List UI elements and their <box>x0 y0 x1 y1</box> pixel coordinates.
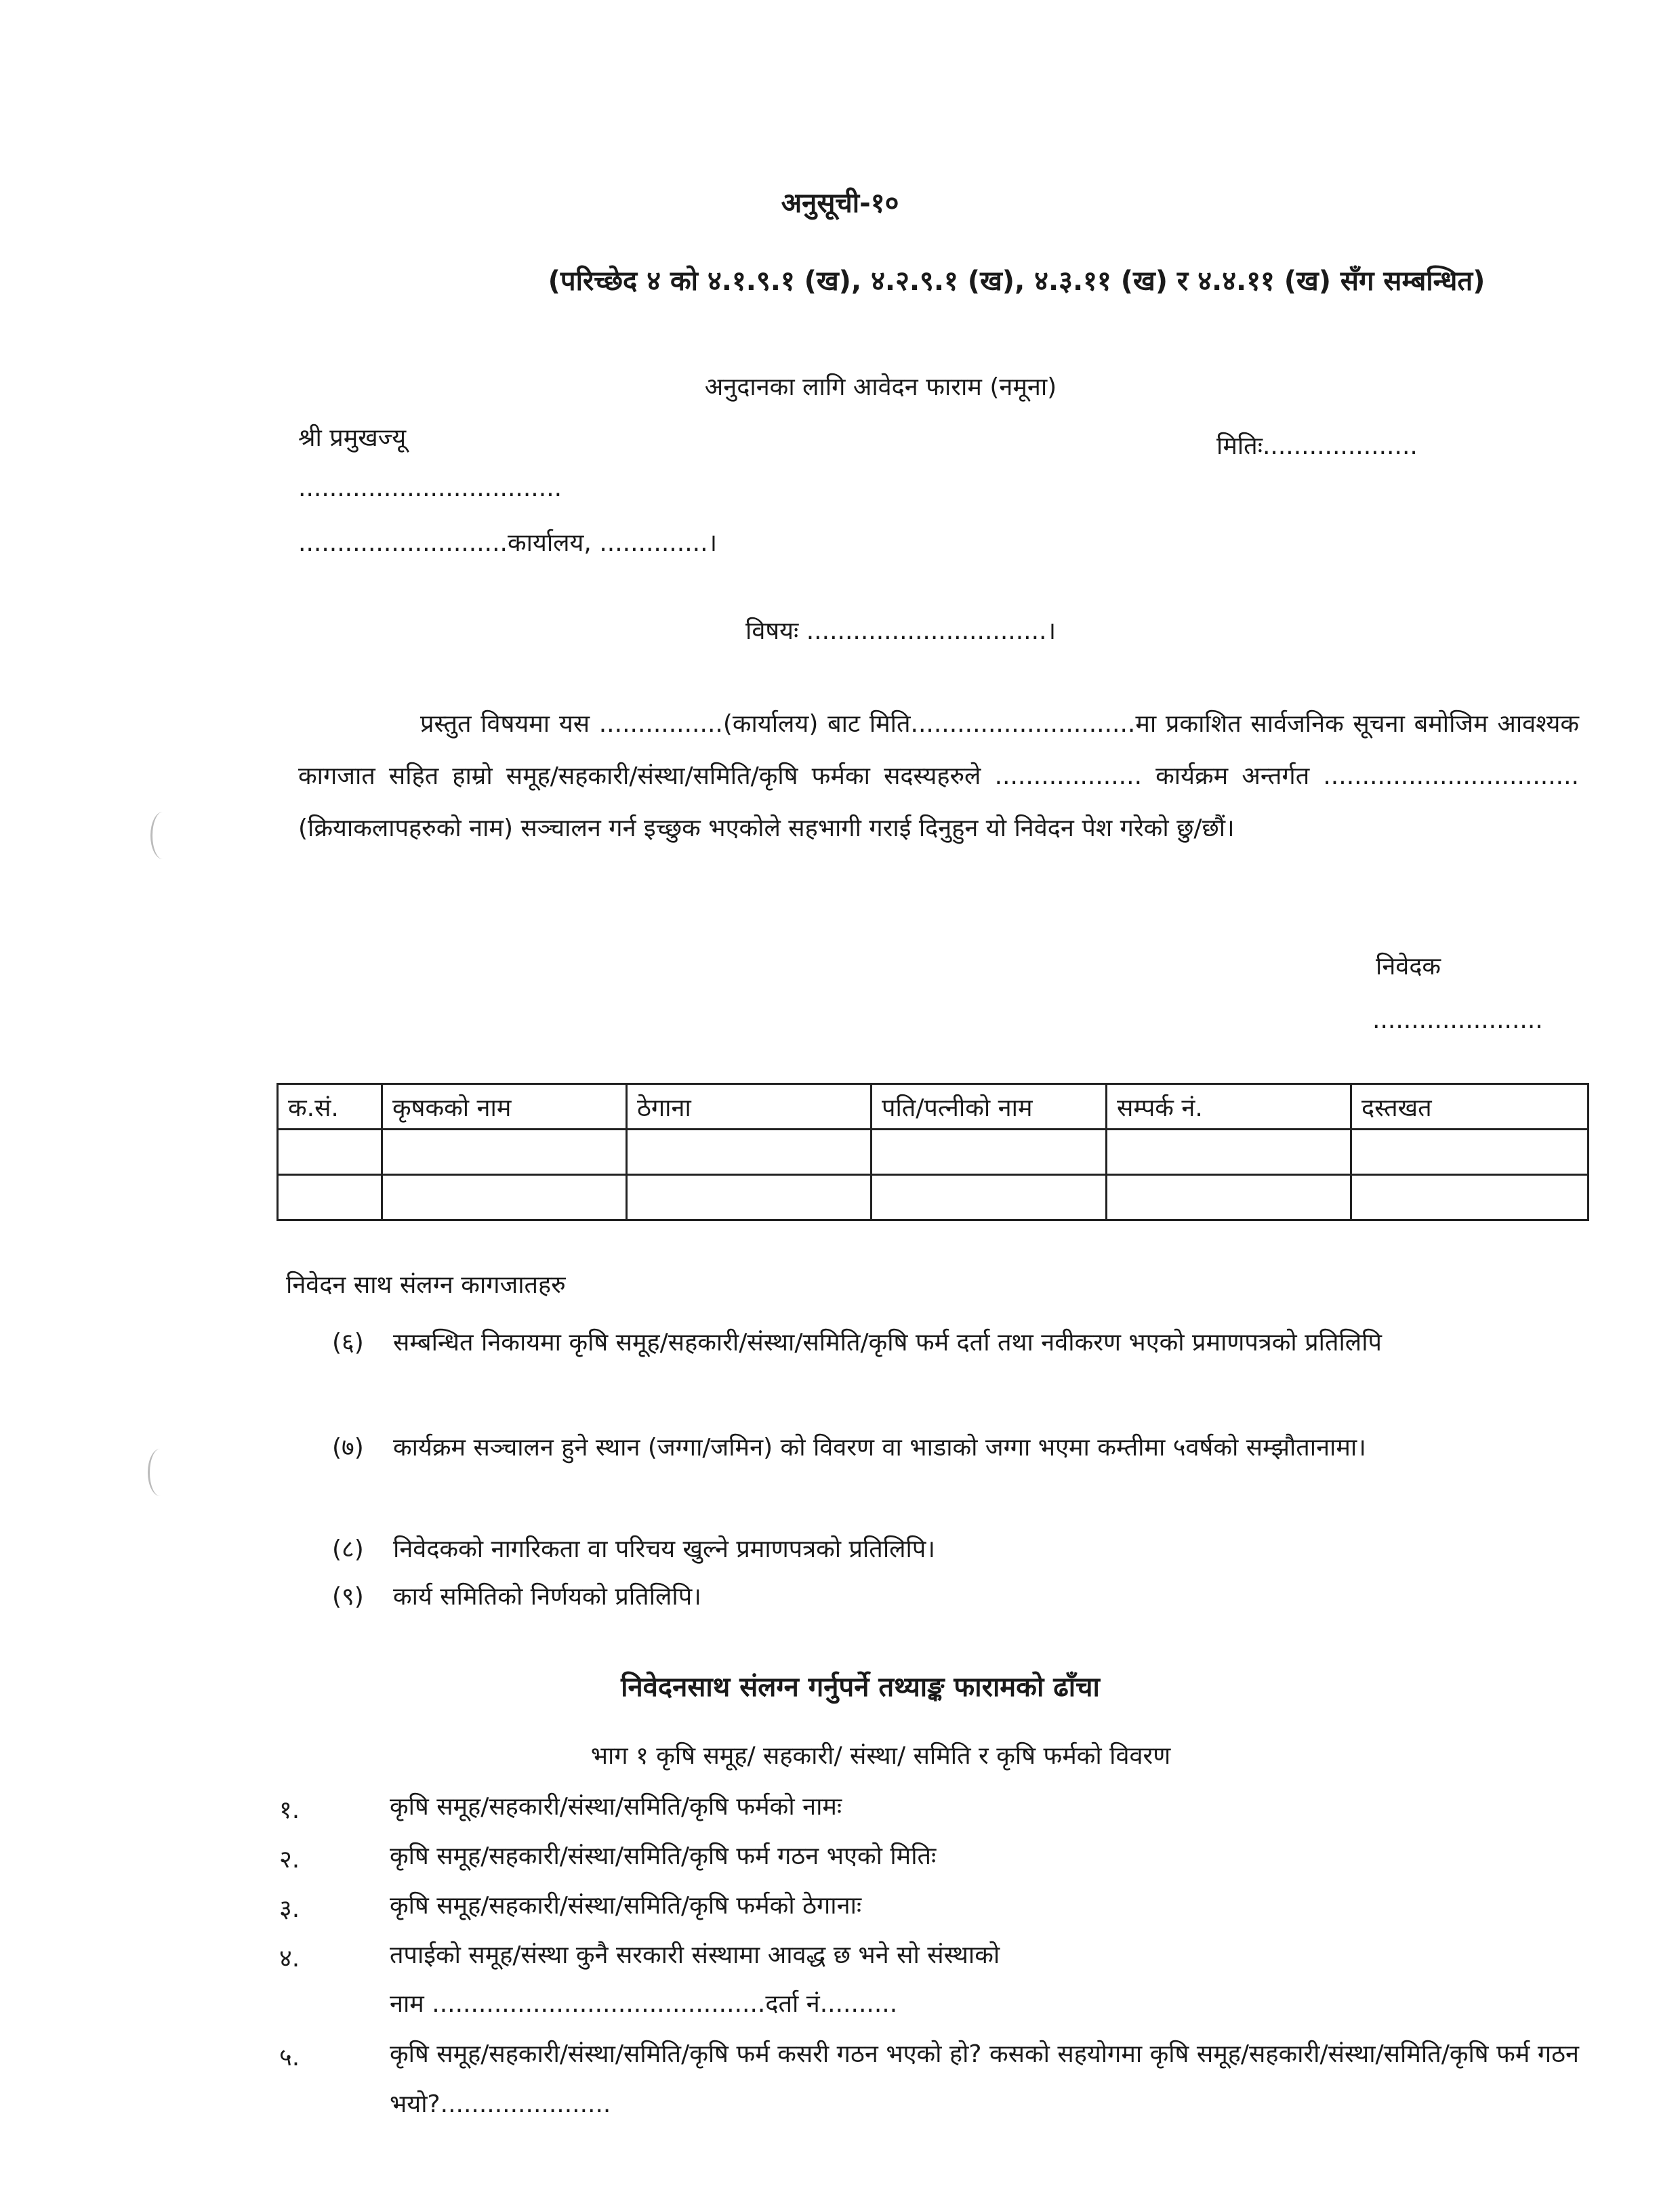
table-header-cell: ठेगाना <box>627 1084 872 1130</box>
applicant-signature-line: ...................... <box>1372 1006 1543 1034</box>
table-cell[interactable] <box>872 1175 1107 1220</box>
table-header-cell: दस्तखत <box>1351 1084 1589 1130</box>
body-paragraph-text: प्रस्तुत विषयमा यस ................(कार्यालय) बाट मिति.............................मा प्रकाशित सार्वजनिक सूचना बमोजिम आवश्यक कागजात सहित हाम्रो समूह/सहकारी/संस्था/समिति/कृषि फर्मका सदस्यहरुले ................... कार्यक्रम अन्तर्गत ................................. (क्रियाकलापहरुको नाम) सञ्चालन गर्न इच्छुक भएकोले सहभागी गराई दिनुहुन यो निवेदन पेश गरेको छु/छौं। <box>298 710 1579 842</box>
farmer-table <box>276 1083 1589 1221</box>
item-number: ४. <box>279 1945 300 1973</box>
table-cell[interactable] <box>1351 1175 1589 1220</box>
body-paragraph <box>298 698 1579 854</box>
table-row <box>278 1130 1589 1175</box>
punch-mark <box>148 1449 173 1496</box>
salutation: श्री प्रमुखज्यू <box>298 424 407 452</box>
table-cell[interactable] <box>1107 1130 1351 1175</box>
form-item-text: कृषि समूह/सहकारी/संस्था/समिति/कृषि फर्म गठन भएको मितिः <box>390 1842 937 1870</box>
address-line-2: ...........................कार्यालय, ..............। <box>298 529 718 557</box>
item-number: १. <box>279 1796 300 1824</box>
section-title: भाग १ कृषि समूह/ सहकारी/ संस्था/ समिति र कृषि फर्मको विवरण <box>590 1742 1171 1770</box>
attachment-number: (६) <box>332 1329 364 1357</box>
table-cell[interactable] <box>1107 1175 1351 1220</box>
punch-mark <box>150 812 176 859</box>
table-header-cell: कृषकको नाम <box>382 1084 627 1130</box>
form-item-text: कृषि समूह/सहकारी/संस्था/समिति/कृषि फर्मको ठेगानाः <box>390 1892 862 1920</box>
attachment-number: (८) <box>332 1535 364 1563</box>
attachments-heading: निवेदन साथ संलग्न कागजातहरु <box>286 1271 566 1299</box>
form-item-text-continued: नाम ...........................................दर्ता नं.......... <box>390 1990 898 2018</box>
table-cell[interactable] <box>382 1130 627 1175</box>
attachment-item <box>332 1318 1579 1368</box>
attachment-number: (९) <box>332 1583 364 1611</box>
attachment-number: (७) <box>332 1434 364 1462</box>
table-row <box>278 1175 1589 1220</box>
table-cell[interactable] <box>278 1130 382 1175</box>
table-cell[interactable] <box>1351 1130 1589 1175</box>
item-number: ५. <box>279 2044 300 2071</box>
form-title: अनुदानका लागि आवेदन फाराम (नमूना) <box>704 373 1057 401</box>
table-cell[interactable] <box>627 1175 872 1220</box>
applicant-label: निवेदक <box>1376 953 1441 981</box>
schedule-title: अनुसूची-१० <box>781 188 899 219</box>
item-number: ३. <box>279 1895 300 1923</box>
table-header-row <box>278 1084 1589 1130</box>
table-cell[interactable] <box>627 1130 872 1175</box>
address-line-1: .................................. <box>298 474 562 502</box>
data-form-heading: निवेदनसाथ संलग्न गर्नुपर्ने तथ्याङ्क फारामको ढाँचा <box>621 1672 1100 1703</box>
form-item-text: तपाईको समूह/संस्था कुनै सरकारी संस्थामा आवद्ध छ भने सो संस्थाको <box>390 1941 1000 1969</box>
table-cell[interactable] <box>278 1175 382 1220</box>
attachment-text: कार्यक्रम सञ्चालन हुने स्थान (जग्गा/जमिन) को विवरण वा भाडाको जग्गा भएमा कम्तीमा ५वर्षको सम्झौतानामा। <box>393 1434 1366 1462</box>
table-cell[interactable] <box>382 1175 627 1220</box>
form-item-text: कृषि समूह/सहकारी/संस्था/समिति/कृषि फर्म कसरी गठन भएको हो? कसको सहयोगमा कृषि समूह/सहकारी/संस्था/समिति/कृषि फर्म गठन भयो?...................... <box>390 2040 1579 2118</box>
attachment-text: कार्य समितिको निर्णयको प्रतिलिपि। <box>393 1583 701 1611</box>
attachment-item <box>332 1423 1579 1473</box>
table-header-cell: पति/पत्नीको नाम <box>872 1084 1107 1130</box>
schedule-reference: (परिच्छेद ४ को ४.१.९.१ (ख), ४.२.९.१ (ख), ४.३.११ (ख) र ४.४.११ (ख) सँग सम्बन्धित) <box>548 266 1486 297</box>
table-cell[interactable] <box>872 1130 1107 1175</box>
subject-line: विषयः ...............................। <box>745 617 1057 645</box>
form-item-text: कृषि समूह/सहकारी/संस्था/समिति/कृषि फर्मको नामः <box>390 1793 842 1821</box>
attachment-item <box>332 1572 1579 1622</box>
attachment-text: निवेदकको नागरिकता वा परिचय खुल्ने प्रमाणपत्रको प्रतिलिपि। <box>393 1535 935 1563</box>
attachment-item <box>332 1525 1579 1575</box>
table-header-cell: सम्पर्क नं. <box>1107 1084 1351 1130</box>
date-field: मितिः.................... <box>1216 432 1418 460</box>
table-header-cell: क.सं. <box>278 1084 382 1130</box>
attachment-text: सम्बन्धित निकायमा कृषि समूह/सहकारी/संस्था/समिति/कृषि फर्म दर्ता तथा नवीकरण भएको प्रमाणपत्रको प्रतिलिपि <box>393 1329 1382 1357</box>
item-number: २. <box>279 1846 300 1874</box>
